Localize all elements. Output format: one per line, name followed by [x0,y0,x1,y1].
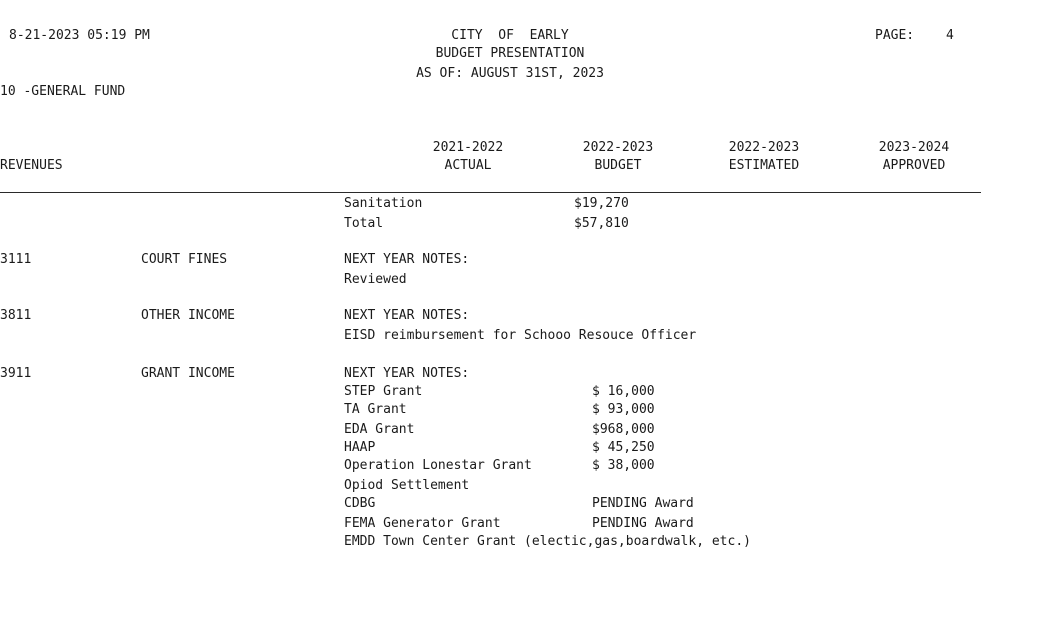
note-line: FEMA Generator Grant [344,516,501,531]
carryover-value: $19,270 [574,196,629,211]
carryover-value: $57,810 [574,216,629,231]
note-line: Reviewed [344,272,407,287]
page-label: PAGE: [875,28,915,43]
col-actual-label: ACTUAL [444,158,492,173]
note-line: HAAP [344,440,376,455]
carryover-label: Sanitation [344,196,423,211]
notes-header: NEXT YEAR NOTES: [344,308,470,323]
note-line: Opiod Settlement [344,478,470,493]
note-amount: $ 93,000 [592,402,655,417]
col-budget-label: BUDGET [594,158,642,173]
note-line: EMDD Town Center Grant (electic,gas,boardwalk, etc.) [344,534,751,549]
note-amount: $ 16,000 [592,384,655,399]
report-title: BUDGET PRESENTATION [435,46,585,61]
note-status: PENDING Award [592,496,694,511]
account-name: OTHER INCOME [141,308,235,323]
notes-header: NEXT YEAR NOTES: [344,252,470,267]
note-line: TA Grant [344,402,407,417]
note-line: Operation Lonestar Grant [344,458,532,473]
notes-header: NEXT YEAR NOTES: [344,366,470,381]
note-status: PENDING Award [592,516,694,531]
col-actual-year: 2021-2022 [432,140,504,155]
col-estimated-label: ESTIMATED [728,158,800,173]
col-approved-label: APPROVED [882,158,946,173]
carryover-label: Total [344,216,384,231]
col-approved-year: 2023-2024 [878,140,950,155]
note-line: CDBG [344,496,376,511]
report-run-datetime: 8-21-2023 05:19 PM [9,28,150,43]
entity-name: CITY OF EARLY [451,28,569,43]
note-amount: $ 45,250 [592,440,655,455]
section-label-revenues: REVENUES [0,158,63,173]
note-line: EDA Grant [344,422,415,437]
report-as-of-date: AS OF: AUGUST 31ST, 2023 [416,66,604,81]
account-code: 3111 [0,252,32,267]
col-estimated-year: 2022-2023 [728,140,800,155]
note-amount: $968,000 [592,422,655,437]
account-name: GRANT INCOME [141,366,235,381]
fund-title: 10 -GENERAL FUND [0,84,126,99]
note-amount: $ 38,000 [592,458,655,473]
header-divider [0,192,981,193]
account-code: 3811 [0,308,32,323]
note-line: STEP Grant [344,384,423,399]
note-line: EISD reimbursement for Schooo Resouce Officer [344,328,697,343]
account-name: COURT FINES [141,252,228,267]
account-code: 3911 [0,366,32,381]
page-number: 4 [946,28,954,43]
col-budget-year: 2022-2023 [582,140,654,155]
